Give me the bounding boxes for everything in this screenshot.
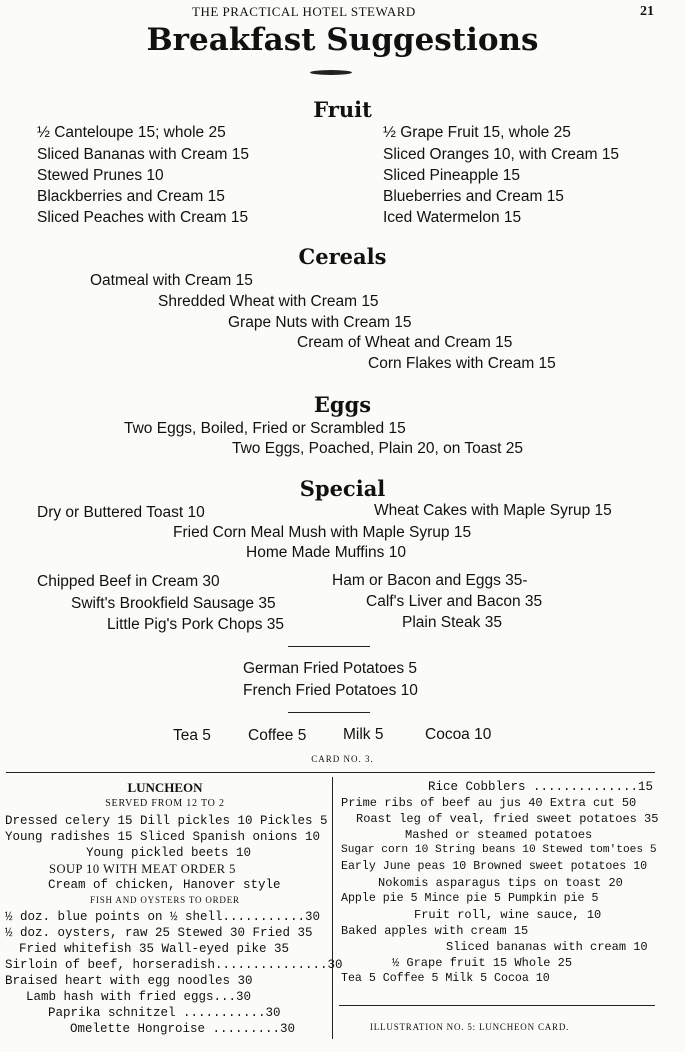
luncheon-item: Rice Cobblers ..............15: [428, 780, 654, 794]
luncheon-item: ½ Grape fruit 15 Whole 25: [392, 956, 573, 970]
luncheon-item: Young pickled beets 10: [86, 846, 252, 860]
special-item: Dry or Buttered Toast 10: [37, 504, 205, 521]
section-divider: [288, 646, 370, 647]
drink-item: Cocoa 10: [425, 726, 492, 743]
drink-item: Milk 5: [343, 726, 384, 743]
special-item: Wheat Cakes with Maple Syrup 15: [374, 502, 612, 519]
drink-item: Tea 5: [173, 727, 211, 744]
running-header: THE PRACTICAL HOTEL STEWARD: [192, 4, 416, 19]
cereal-item: Cream of Wheat and Cream 15: [297, 334, 513, 351]
luncheon-item: Nokomis asparagus tips on toast 20: [378, 876, 623, 890]
fruit-item: Sliced Pineapple 15: [383, 167, 521, 184]
luncheon-item: Dressed celery 15 Dill pickles 10 Pickles 5: [5, 814, 328, 828]
luncheon-item: Apple pie 5 Mince pie 5 Pumpkin pie 5: [341, 892, 599, 905]
cereal-item: Grape Nuts with Cream 15: [228, 314, 412, 331]
luncheon-item: Prime ribs of beef au jus 40 Extra cut 50: [341, 796, 637, 810]
fruit-item: Blackberries and Cream 15: [37, 188, 225, 205]
fruit-item: Blueberries and Cream 15: [383, 188, 564, 205]
fruit-item: Sliced Bananas with Cream 15: [37, 146, 249, 163]
luncheon-hours: SERVED FROM 12 TO 2: [105, 798, 225, 809]
luncheon-item: Baked apples with cream 15: [341, 924, 529, 938]
luncheon-item: Paprika schnitzel ...........30: [48, 1006, 281, 1020]
luncheon-column-divider: [332, 777, 333, 1039]
egg-item: Two Eggs, Boiled, Fried or Scrambled 15: [124, 420, 406, 437]
luncheon-item: Cream of chicken, Hanover style: [48, 878, 281, 892]
fruit-item: Iced Watermelon 15: [383, 209, 522, 226]
special-item: Plain Steak 35: [402, 614, 502, 631]
luncheon-item: ½ doz. oysters, raw 25 Stewed 30 Fried 35: [5, 926, 313, 940]
luncheon-item: Fruit roll, wine sauce, 10: [414, 908, 602, 922]
fruit-item: Stewed Prunes 10: [37, 167, 164, 184]
egg-item: Two Eggs, Poached, Plain 20, on Toast 25: [232, 440, 523, 457]
luncheon-title: LUNCHEON: [127, 780, 203, 795]
special-item: Calf's Liver and Bacon 35: [366, 593, 543, 610]
special-item: Chipped Beef in Cream 30: [37, 573, 220, 590]
card-label: CARD NO. 3.: [311, 754, 374, 764]
special-item: Home Made Muffins 10: [246, 544, 406, 561]
luncheon-top-rule: [6, 772, 655, 773]
page-title: Breakfast Suggestions: [146, 22, 539, 58]
luncheon-item: Sliced bananas with cream 10: [446, 940, 648, 954]
cereal-item: Oatmeal with Cream 15: [90, 272, 253, 289]
fruit-item: ½ Grape Fruit 15, whole 25: [383, 124, 571, 141]
potato-item: French Fried Potatoes 10: [243, 682, 418, 699]
fruit-heading: Fruit: [313, 97, 372, 122]
luncheon-bottom-rule: [339, 1005, 655, 1006]
luncheon-item: Mashed or steamed potatoes: [405, 828, 593, 842]
potato-item: German Fried Potatoes 5: [243, 660, 418, 677]
title-ornament: [310, 70, 352, 75]
special-item: Little Pig's Pork Chops 35: [107, 616, 284, 633]
luncheon-item: Fried whitefish 35 Wall-eyed pike 35: [19, 942, 290, 956]
luncheon-item: Roast leg of veal, fried sweet potatoes 35: [356, 812, 659, 826]
luncheon-item: Omelette Hongroise .........30: [70, 1022, 296, 1036]
special-heading: Special: [299, 476, 386, 501]
fruit-item: Sliced Peaches with Cream 15: [37, 209, 249, 226]
special-item: Ham or Bacon and Eggs 35-: [332, 572, 528, 589]
drink-item: Coffee 5: [248, 727, 307, 744]
luncheon-item: Young radishes 15 Sliced Spanish onions 10: [5, 830, 321, 844]
luncheon-item: ½ doz. blue points on ½ shell...........30: [5, 910, 321, 924]
fruit-item: ½ Canteloupe 15; whole 25: [37, 124, 226, 141]
luncheon-item: Braised heart with egg noodles 30: [5, 974, 253, 988]
illustration-caption: ILLUSTRATION NO. 5: LUNCHEON CARD.: [370, 1022, 570, 1032]
page-number: 21: [640, 4, 654, 19]
luncheon-item: Sirloin of beef, horseradish...............30: [5, 958, 343, 972]
section-divider: [288, 712, 370, 713]
cereal-item: Corn Flakes with Cream 15: [368, 355, 556, 372]
cereal-item: Shredded Wheat with Cream 15: [158, 293, 379, 310]
luncheon-item: SOUP 10 WITH MEAT ORDER 5: [49, 862, 236, 876]
fruit-item: Sliced Oranges 10, with Cream 15: [383, 146, 620, 163]
luncheon-item: Early June peas 10 Browned sweet potatoes 10: [341, 860, 648, 873]
luncheon-item: Sugar corn 10 String beans 10 Stewed tom'toes 5: [341, 844, 657, 856]
cereals-heading: Cereals: [298, 244, 387, 269]
eggs-heading: Eggs: [313, 392, 372, 417]
special-item: Swift's Brookfield Sausage 35: [71, 595, 276, 612]
special-item: Fried Corn Meal Mush with Maple Syrup 15: [173, 524, 472, 541]
luncheon-item: FISH AND OYSTERS TO ORDER: [90, 895, 240, 905]
luncheon-item: Tea 5 Coffee 5 Milk 5 Cocoa 10: [341, 972, 550, 985]
luncheon-item: Lamb hash with fried eggs...30: [26, 990, 252, 1004]
